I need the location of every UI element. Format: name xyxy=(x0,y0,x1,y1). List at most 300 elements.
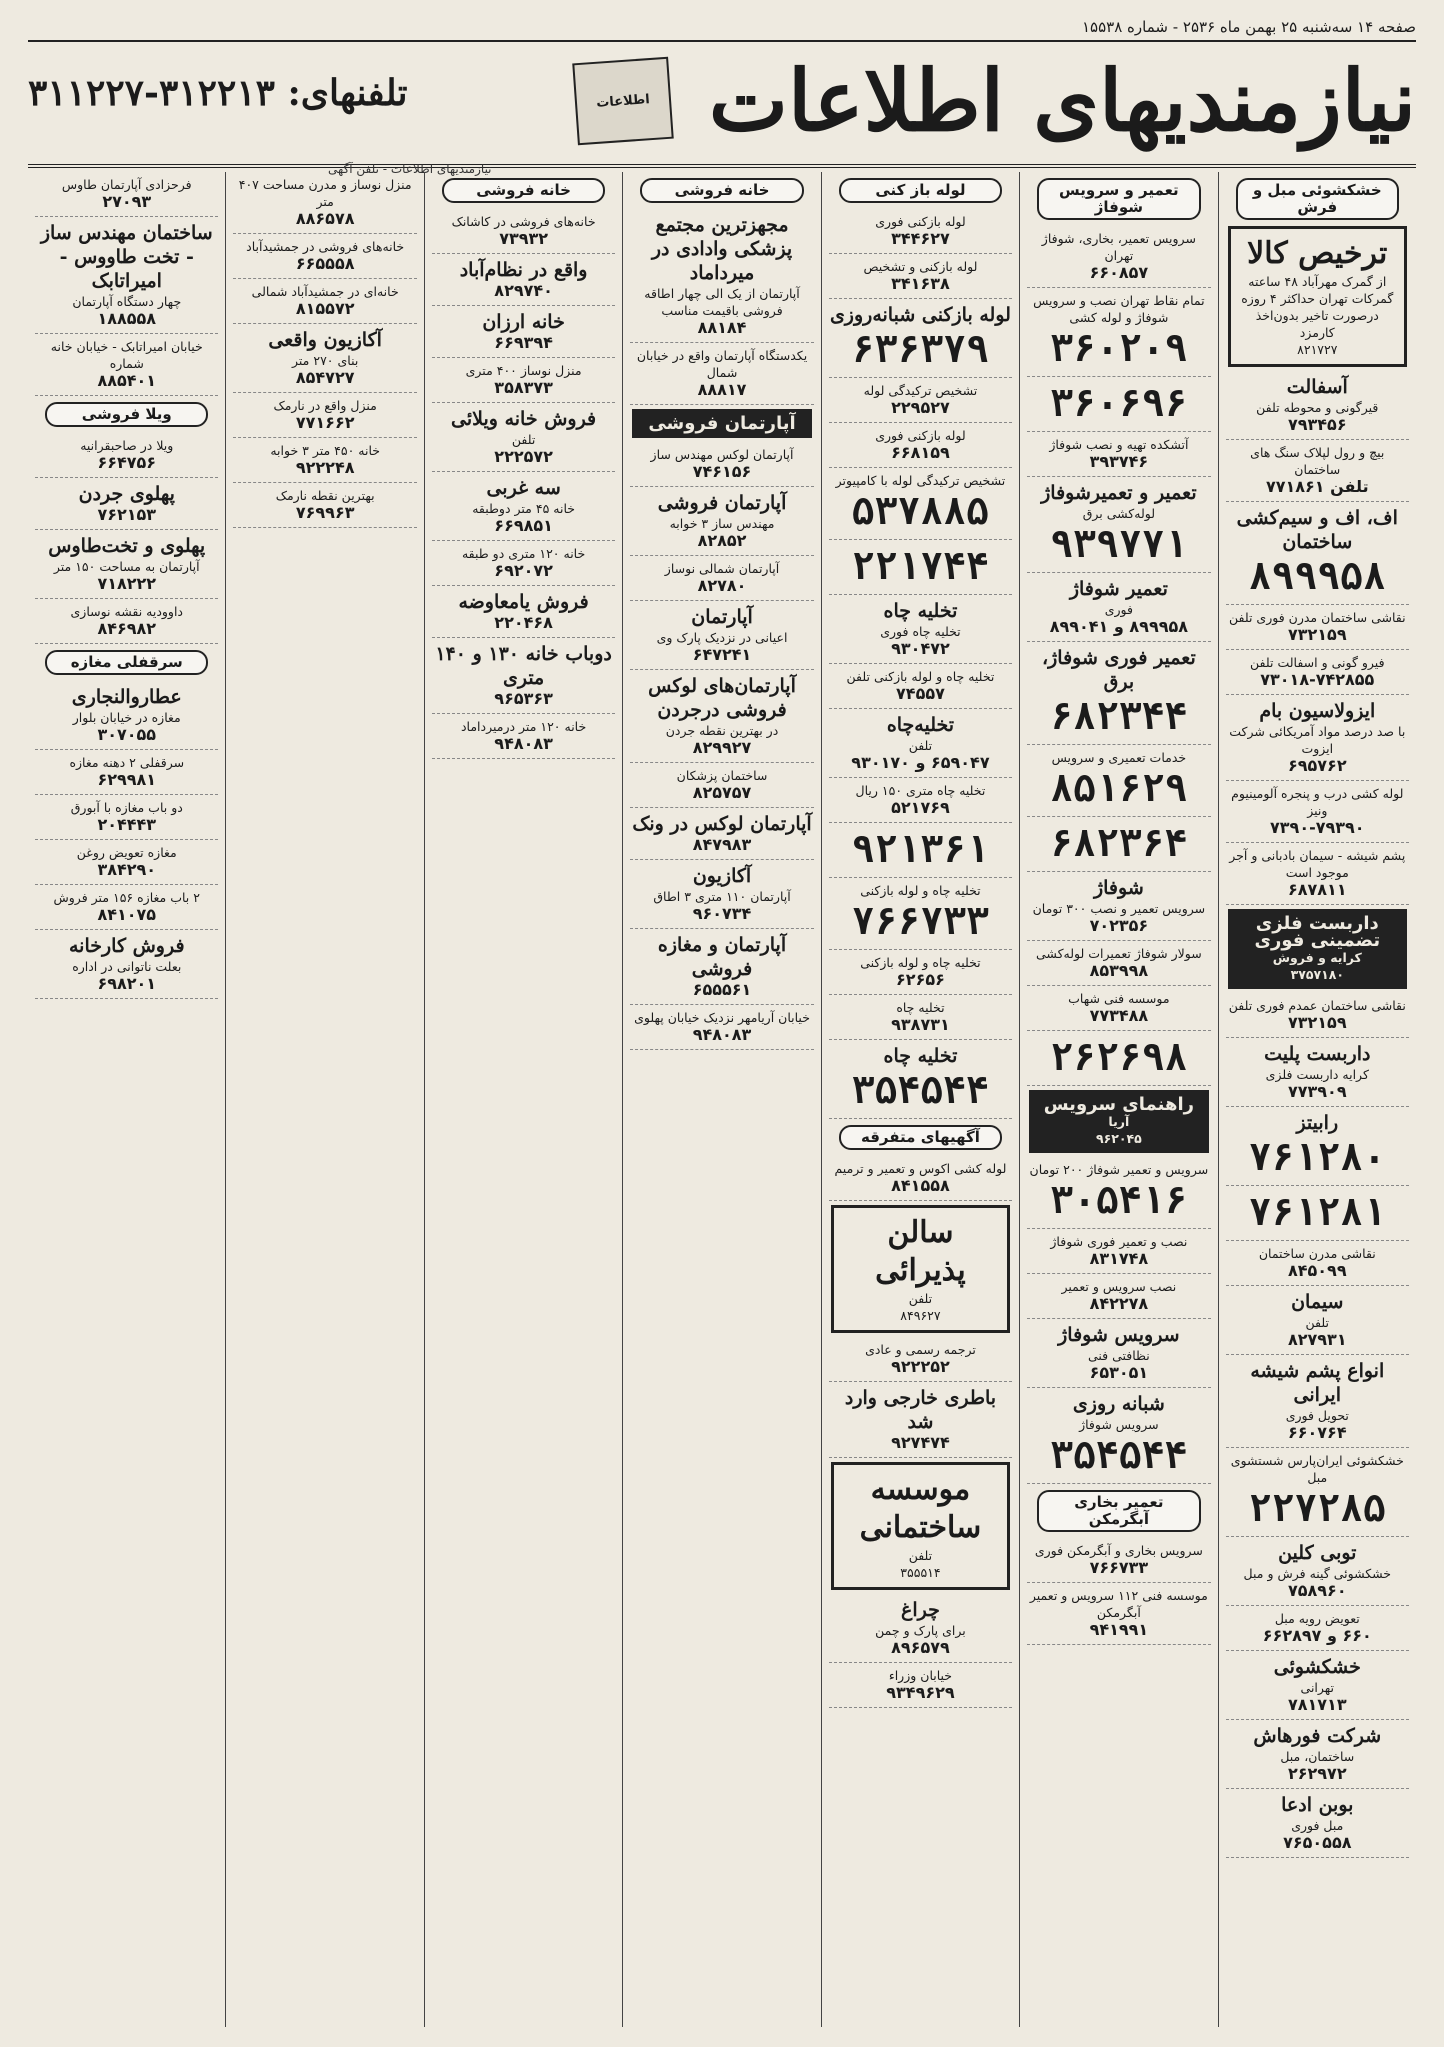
masthead-phones: تلفنهای: ۳۱۲۲۱۳-۳۱۱۲۲۷ xyxy=(28,72,408,114)
ad-phone: ۸۴۱۵۵۸ xyxy=(891,1176,950,1195)
classified-ad xyxy=(630,860,813,929)
ad-phone: ۹۶۵۳۶۳ xyxy=(494,689,553,708)
ad-text: تعویض رویه مبل xyxy=(1274,1611,1360,1626)
ad-text: سرویس تعمیر و نصب ۳۰۰ تومان xyxy=(1032,901,1206,916)
section-header: آگهیهای متفرقه xyxy=(839,1125,1002,1150)
section-header: سرقفلی مغازه xyxy=(45,650,208,675)
ad-text: کرایه و فروش xyxy=(1272,950,1362,965)
ad-text: مغازه تعویض روغن xyxy=(76,845,177,860)
ad-phone: ۶۶۰ و ۶۶۲۸۹۷ xyxy=(1262,1626,1372,1645)
ad-heading: فروش کارخانه xyxy=(68,935,185,957)
ad-phone: ۷۶۶۷۳۳ xyxy=(1089,1558,1149,1577)
classified-ad xyxy=(1027,1031,1210,1086)
ad-text: با صد درصد مواد آمریکائی شرکت ایزوت xyxy=(1229,724,1406,756)
ad-phone: ۳۷۵۷۱۸۰ xyxy=(1290,967,1344,982)
classified-ad xyxy=(829,709,1012,778)
classified-ad xyxy=(1226,1355,1409,1448)
classified-ad xyxy=(1027,432,1210,477)
ad-phone: ۶۶۸۱۵۹ xyxy=(891,443,950,462)
classified-ad xyxy=(1226,781,1409,843)
ad-heading: آکازیون xyxy=(692,865,752,887)
ad-text: دو باب مغازه با آبورق xyxy=(70,800,183,815)
ad-heading: تعمیر و تعمیرشوفاژ xyxy=(1041,482,1197,504)
ad-heading: واقع در نظام‌آباد xyxy=(459,259,588,281)
ad-heading: پهلوی و تخت‌طاوس xyxy=(48,535,206,557)
ad-heading: انواع پشم شیشه ایرانی xyxy=(1250,1360,1385,1406)
classified-ad xyxy=(1226,1448,1409,1537)
ad-phone: ۶۶۵۵۵۸ xyxy=(295,254,355,273)
ad-heading: آپارتمان فروشی xyxy=(648,413,796,434)
ad-phone: ۶۴۷۲۴۱ xyxy=(692,645,752,664)
ad-heading: آکازیون واقعی xyxy=(268,329,382,351)
ad-heading: پهلوی جردن xyxy=(78,483,175,505)
ad-phone-large: ۵۳۷۸۸۵ xyxy=(851,489,990,533)
ad-text: تخلیه چاه و لوله بازکنی xyxy=(860,955,981,970)
ad-heading: تخلیه چاه xyxy=(883,600,958,622)
ad-phone: ۲۰۴۴۴۳ xyxy=(97,815,157,834)
classified-ad xyxy=(829,1337,1012,1382)
ad-text: تخلیه چاه متری ۱۵۰ ریال xyxy=(855,783,986,798)
ad-phone: ۶۶۹۳۹۴ xyxy=(494,333,553,352)
ad-phone: ۷۷۱۶۶۲ xyxy=(295,413,355,432)
ad-phone: ۸۹۶۵۷۹ xyxy=(891,1638,950,1657)
classified-ad xyxy=(1027,941,1210,986)
ad-column xyxy=(1218,172,1416,2027)
page-info: صفحه ۱۴ سه‌شنبه ۲۵ بهمن ماه ۲۵۳۶ - شماره ۱۵۵۳۸ xyxy=(1081,18,1416,36)
masthead-subline: نیازمندیهای اطلاعات - تلفن آگهی xyxy=(328,162,492,176)
classified-ad xyxy=(432,403,615,472)
ad-text: تخلیه چاه و لوله بازکنی تلفن xyxy=(846,669,995,684)
ad-text: ۲ باب مغازه ۱۵۶ متر فروش xyxy=(53,890,200,905)
ad-text: ساختمان پزشکان xyxy=(676,768,768,783)
ad-phone: ۸۱۵۵۷۲ xyxy=(295,299,355,318)
ad-text: سرویس شوفاژ xyxy=(1079,1417,1159,1432)
ad-heading: سه غربی xyxy=(486,477,561,499)
ad-text: منزل نوساز و مدرن مساحت ۴۰۷ متر xyxy=(238,177,412,209)
ad-heading: شرکت فورهاش xyxy=(1253,1725,1382,1747)
ad-text: تلفن xyxy=(908,1291,933,1306)
classified-ad xyxy=(35,840,218,885)
ad-heading: راهنمای سرویس xyxy=(1043,1094,1194,1115)
ad-phone: ۲۲۹۵۲۷ xyxy=(891,398,950,417)
ad-phone: ۹۲۷۴۷۴ xyxy=(891,1433,950,1452)
classified-ad xyxy=(35,478,218,530)
classified-ad xyxy=(432,586,615,638)
classified-ad xyxy=(432,209,615,254)
classified-ad xyxy=(1226,502,1409,605)
ad-phone: ۹۳۰۴۷۲ xyxy=(891,639,950,658)
classified-ad xyxy=(829,878,1012,950)
classified-ad xyxy=(1228,909,1407,989)
ad-phone: ۸۴۱۰۷۵ xyxy=(97,905,157,924)
classified-ad xyxy=(829,778,1012,823)
ad-phone: ۸۹۹۹۵۸ و ۸۹۹۰۴۱ xyxy=(1049,617,1188,636)
ad-phone: ۹۳۴۹۶۲۹ xyxy=(886,1683,955,1702)
classified-ad xyxy=(1027,1388,1210,1484)
ad-text: سولار شوفاژ تعمیرات لوله‌کشی xyxy=(1036,946,1202,961)
ad-text: خیابان امیراتابک - خیابان خانه شماره xyxy=(50,339,203,371)
classified-ad xyxy=(1226,440,1409,502)
classified-ad xyxy=(233,279,416,324)
ad-phone: ۶۵۳۰۵۱ xyxy=(1089,1363,1149,1382)
ad-phone: ۸۴۶۹۸۲ xyxy=(97,619,157,638)
classified-ad xyxy=(829,378,1012,423)
ad-heading: آسفالت xyxy=(1286,376,1348,398)
ad-text: سرویس و تعمیر شوفاژ ۲۰۰ تومان xyxy=(1029,1162,1209,1177)
ad-text: آپارتمان به مساحت ۱۵۰ متر xyxy=(53,559,200,574)
ad-heading: تخلیه‌چاه xyxy=(886,714,955,736)
classified-ad xyxy=(829,1594,1012,1663)
ad-text: نصب و تعمیر فوری شوفاژ xyxy=(1050,1234,1188,1249)
ad-phone: ۹۲۲۲۵۲ xyxy=(891,1357,950,1376)
ad-phone: ۷۹۳۴۵۶ xyxy=(1287,415,1347,434)
ad-phone: ۳۴۱۶۳۸ xyxy=(891,274,950,293)
ad-phone: ۸۵۴۷۲۷ xyxy=(295,368,355,387)
ad-text: لوله بازکنی فوری xyxy=(875,428,966,443)
ad-phone: ۸۸۸۱۷ xyxy=(697,380,747,399)
classified-ad xyxy=(35,334,218,396)
ad-text: آریا xyxy=(1108,1114,1130,1129)
classified-ad xyxy=(1027,573,1210,642)
classified-ad xyxy=(432,714,615,759)
classified-ad xyxy=(630,763,813,808)
classified-ad xyxy=(35,599,218,644)
ad-text: خانه ۴۵۰ متر ۳ خوابه xyxy=(270,443,381,458)
ad-heading: آپارتمان لوکس در ونک xyxy=(632,813,812,835)
ad-phone: ۳۵۸۳۷۳ xyxy=(494,378,553,397)
ad-text: لوله بازکنی فوری xyxy=(875,214,966,229)
ad-heading: چراغ xyxy=(901,1599,940,1621)
ad-heading: تعمیر شوفاژ xyxy=(1069,578,1168,600)
ad-text: قیرگونی و محوطه تلفن xyxy=(1256,400,1379,415)
classified-ad xyxy=(233,483,416,528)
ad-phone: ۶۹۸۲۰۱ xyxy=(97,974,157,993)
ad-phone: ۷۳۲۱۵۹ xyxy=(1287,625,1347,644)
ad-phone: ۸۲۹۷۴۰ xyxy=(494,281,553,300)
classified-ad xyxy=(829,1040,1012,1119)
classified-ad xyxy=(829,209,1012,254)
ad-heading: فروش خانه ویلائی xyxy=(451,408,597,430)
ad-phone: ۷۴۶۱۵۶ xyxy=(692,462,752,481)
classified-ad xyxy=(1226,605,1409,650)
ad-phone-large: ۳۶۰۶۹۶ xyxy=(1050,381,1188,425)
ad-phone: ۷۷۳۴۸۸ xyxy=(1089,1006,1149,1025)
ad-phone: تلفن ۷۷۱۸۶۱ xyxy=(1265,477,1369,496)
ad-column xyxy=(821,172,1019,2027)
ad-phone-large: ۳۵۴۵۴۴ xyxy=(851,1068,990,1112)
classified-ad xyxy=(1228,226,1407,367)
ad-text: خانه‌های فروشی در جمشیدآباد xyxy=(246,239,405,254)
ad-phone: ۷۶۹۹۶۳ xyxy=(295,503,355,522)
ad-heading: ساختمان مهندس ساز - تخت طاووس - امیراتابک xyxy=(40,222,213,292)
ad-phone: ۲۲۰۴۶۸ xyxy=(494,613,553,632)
ad-column xyxy=(622,172,820,2027)
ad-text: لوله کشی درب و پنجره آلومینیوم ونیز xyxy=(1231,786,1404,818)
section-header: خشکشوئی مبل و فرش xyxy=(1236,178,1399,220)
ad-phone: ۷۸۱۷۱۳ xyxy=(1287,1695,1347,1714)
ad-phone-large: ۳۵۴۵۴۴ xyxy=(1050,1433,1188,1477)
ad-text: فرحزادی آپارتمان طاوس xyxy=(61,177,192,192)
ad-text: خیابان وزراء xyxy=(888,1668,953,1683)
ad-phone: ۸۴۲۲۷۸ xyxy=(1089,1294,1149,1313)
classified-ad xyxy=(1027,1319,1210,1388)
ad-heading: موسسه ساختمانی xyxy=(859,1472,982,1545)
ad-heading: سالن پذیرائی xyxy=(875,1215,966,1288)
ad-phone-large: ۳۶۰۲۰۹ xyxy=(1050,326,1188,370)
classified-ad xyxy=(1029,1090,1208,1153)
ad-text: تلفن xyxy=(511,432,536,447)
classified-ad xyxy=(630,929,813,1005)
classified-ad xyxy=(829,540,1012,595)
ad-phone: ۸۲۷۸۰ xyxy=(697,576,747,595)
ad-text: تخلیه چاه و لوله بازکنی xyxy=(860,883,981,898)
classified-ad xyxy=(630,343,813,405)
ad-text: بهترین نقطه نارمک xyxy=(275,488,375,503)
ad-phone: ۹۳۸۷۳۱ xyxy=(891,1015,950,1034)
ad-text: آپارتمان از یک الی چهار اطاقه فروشی باقیمت مناسب xyxy=(644,286,800,318)
ad-text: آپارتمان شمالی نوساز xyxy=(664,561,780,576)
ad-phone: ۹۴۱۹۹۱ xyxy=(1089,1620,1149,1639)
classified-ad xyxy=(831,1462,1010,1590)
classified-ad xyxy=(432,254,615,306)
ad-phone: ۶۵۵۵۶۱ xyxy=(692,980,752,999)
ad-phone: ۸۵۳۹۹۸ xyxy=(1089,961,1149,980)
ad-phone: ۷۶۵۰۵۵۸ xyxy=(1283,1833,1352,1852)
ad-text: منزل نوساز ۴۰۰ متری xyxy=(465,363,582,378)
page-info-bar xyxy=(28,14,1416,42)
ad-text: تلفن xyxy=(1305,1315,1330,1330)
ad-phone: ۸۲۷۹۳۱ xyxy=(1287,1330,1347,1349)
ad-phone-large: ۸۹۹۹۵۸ xyxy=(1248,554,1386,598)
ad-heading: آپارتمان و مغازه فروشی xyxy=(657,934,787,980)
ad-text: آپارتمان ۱۱۰ متری ۳ اطاق xyxy=(653,889,791,904)
ad-text: خشکشوئی گینه فرش و مبل xyxy=(1243,1566,1392,1581)
ad-text: خانه ۱۲۰ متر درمیرداماد xyxy=(460,719,587,734)
classified-ad xyxy=(829,664,1012,709)
ad-heading: عطاروالنجاری xyxy=(71,686,182,708)
ad-phone: ۳۴۴۶۲۷ xyxy=(891,229,950,248)
ad-phone-large: ۷۶۱۲۸۰ xyxy=(1248,1135,1386,1179)
ad-heading: تعمیر فوری شوفاژ، برق xyxy=(1041,647,1196,693)
ad-phone: ۳۸۴۲۹۰ xyxy=(97,860,157,879)
ad-phone: ۸۴۵۰۹۹ xyxy=(1287,1261,1347,1280)
classified-ad xyxy=(1027,477,1210,573)
ad-heading: خانه ارزان xyxy=(482,311,565,333)
ad-phone: ۶۹۲۰۷۲ xyxy=(494,561,553,580)
classified-ad xyxy=(233,393,416,438)
ad-phone: ۷۵۸۹۶۰ xyxy=(1287,1581,1347,1600)
classified-ad xyxy=(35,930,218,999)
ad-text: نظافتی فنی xyxy=(1087,1348,1150,1363)
ad-text: لوله بازکنی و تشخیص xyxy=(863,259,978,274)
classified-ad xyxy=(1226,1038,1409,1107)
classified-ad xyxy=(233,172,416,234)
ad-column xyxy=(424,172,622,2027)
classified-ad xyxy=(630,1005,813,1050)
ad-phone: ۳۹۳۷۴۶ xyxy=(1089,452,1149,471)
classified-ad xyxy=(432,306,615,358)
classified-ad xyxy=(1226,1241,1409,1286)
classified-ad xyxy=(432,472,615,541)
ad-phone: ۳۵۵۵۱۴ xyxy=(900,1565,941,1580)
ad-column xyxy=(225,172,423,2027)
ad-phone: ۶۹۵۷۶۲ xyxy=(1287,756,1347,775)
section-header: ویلا فروشی xyxy=(45,402,208,427)
classified-ad xyxy=(632,409,811,438)
ad-phone: ۸۸۶۵۷۸ xyxy=(295,209,355,228)
classified-ad xyxy=(630,556,813,601)
classified-ad xyxy=(1027,1157,1210,1229)
ad-text: خشکشوئی ایران‌پارس شستشوی مبل xyxy=(1230,1453,1404,1485)
ad-phone: ۹۲۲۲۴۸ xyxy=(295,458,355,477)
classified-ad xyxy=(1027,642,1210,745)
classified-ad xyxy=(1027,377,1210,432)
ad-heading: سیمان xyxy=(1291,1291,1344,1313)
ad-text: آپارتمان لوکس مهندس ساز xyxy=(650,447,794,462)
ad-columns xyxy=(28,172,1416,2027)
ad-text: لوله‌کشی برق xyxy=(1082,506,1156,521)
classified-ad xyxy=(831,1205,1010,1333)
masthead xyxy=(28,46,1416,176)
ad-text: لوله کشی اکوس و تعمیر و ترمیم xyxy=(834,1161,1007,1176)
ad-phone-large: ۹۲۱۳۶۱ xyxy=(851,827,990,871)
ad-phone: ۷۳۰۱۸-۷۴۲۸۵۵ xyxy=(1260,670,1375,689)
classified-ad xyxy=(1027,1538,1210,1583)
section-header: تعمیر بخاری آبگرمکن xyxy=(1037,1490,1200,1532)
ad-phone: ۸۲۸۵۲ xyxy=(697,531,747,550)
ad-text: بیچ و رول لپلاک سنگ های ساختمان xyxy=(1250,445,1385,477)
ad-heading: لوله بازکنی شبانه‌روزی xyxy=(829,304,1011,326)
ad-heading: ترخیص کالا xyxy=(1247,236,1388,271)
classified-ad xyxy=(630,209,813,343)
ad-phone-large: ۹۳۹۷۷۱ xyxy=(1050,522,1188,566)
ad-heading: توبی کلین xyxy=(1278,1542,1357,1564)
classified-ad xyxy=(1027,1583,1210,1645)
classified-ad xyxy=(829,1663,1012,1708)
section-header: تعمیر و سرویس شوفاژ xyxy=(1037,178,1200,220)
ad-text: مبل فوری xyxy=(1291,1818,1344,1833)
ad-text: بعلت ناتوانی در اداره xyxy=(72,959,182,974)
ad-phone: ۷۷۳۹۰۹ xyxy=(1287,1082,1347,1101)
ad-phone: ۸۴۷۹۸۳ xyxy=(692,835,752,854)
ad-text: تخلیه چاه xyxy=(896,1000,945,1015)
ad-phone-large: ۸۵۱۶۲۹ xyxy=(1050,766,1188,810)
ad-heading: فروش یامعاوضه xyxy=(458,591,589,613)
ad-text: تحویل فوری xyxy=(1285,1408,1349,1423)
ad-phone: ۷۳۹۳۲ xyxy=(499,229,549,248)
ad-phone-large: ۲۲۷۲۸۵ xyxy=(1248,1486,1386,1530)
classified-ad xyxy=(829,423,1012,468)
ad-text: آتشکده تهیه و نصب شوفاژ xyxy=(1049,437,1189,452)
ad-phone: ۸۸۵۴۰۱ xyxy=(97,371,157,390)
classified-ad xyxy=(1226,1789,1409,1858)
ad-phone: ۲۶۲۹۷۲ xyxy=(1287,1764,1347,1783)
classified-ad xyxy=(35,750,218,795)
ad-phone-large: ۶۳۶۳۷۹ xyxy=(851,327,990,371)
classified-ad xyxy=(630,670,813,763)
ad-text: یکدستگاه آپارتمان واقع در خیابان شمال xyxy=(636,348,808,380)
ad-text: کرایه داربست فلزی xyxy=(1265,1067,1369,1082)
ad-heading: بوبن ادعا xyxy=(1281,1794,1354,1816)
ad-phone: ۲۷۰۹۳ xyxy=(102,192,152,211)
ad-text: تشخیص ترکیدگی لوله xyxy=(863,383,978,398)
masthead-title: نیازمندیهای اطلاعات xyxy=(708,51,1416,150)
ad-text: اعیانی در نزدیک پارک وی xyxy=(656,630,788,645)
ad-phone: ۸۲۵۷۵۷ xyxy=(692,783,752,802)
ad-text: نقاشی مدرن ساختمان xyxy=(1258,1246,1376,1261)
ad-phone: ۸۲۱۷۲۷ xyxy=(1297,342,1338,357)
ad-phone: ۹۴۸۰۸۳ xyxy=(692,1025,752,1044)
classified-ad xyxy=(35,885,218,930)
ad-text: فوری xyxy=(1104,602,1133,617)
ad-phone-large: ۷۶۶۷۳۳ xyxy=(851,899,990,943)
ad-phone: ۸۸۱۸۴ xyxy=(697,318,747,337)
ad-phone: ۸۴۹۶۲۷ xyxy=(900,1308,941,1323)
classified-ad xyxy=(35,681,218,750)
classified-ad xyxy=(630,601,813,670)
ad-phone-large: ۷۶۱۲۸۱ xyxy=(1248,1190,1386,1234)
classified-ad xyxy=(35,530,218,599)
classified-ad xyxy=(432,541,615,586)
ad-heading: دوباب خانه ۱۳۰ و ۱۴۰ متری xyxy=(435,643,612,689)
ad-heading: آپارتمان‌های لوکس فروشی درجردن xyxy=(648,675,796,721)
classified-ad xyxy=(1226,843,1409,905)
ad-phone: ۱۸۸۵۵۸ xyxy=(97,309,157,328)
ad-phone: ۷۶۲۱۵۳ xyxy=(97,505,157,524)
classified-ad xyxy=(1027,1274,1210,1319)
classified-ad xyxy=(1027,1229,1210,1274)
ad-phone: ۶۶۰۷۶۴ xyxy=(1287,1423,1347,1442)
ad-text: در بهترین نقطه جردن xyxy=(665,723,779,738)
ad-text: نقاشی ساختمان عمدم فوری تلفن xyxy=(1228,998,1406,1013)
ad-phone: ۶۶۰۸۵۷ xyxy=(1089,263,1149,282)
ad-phone: ۷۳۹۰-۷۹۳۹۰ xyxy=(1270,818,1365,837)
ad-heading: مجهزترین مجتمع پزشکی وادادی در میرداماد xyxy=(651,214,793,284)
ad-phone: ۶۲۹۹۸۱ xyxy=(97,770,157,789)
ad-phone: ۶۶۹۸۵۱ xyxy=(494,516,553,535)
ad-text: سرویس تعمیر، بخاری، شوفاژ تهران xyxy=(1041,231,1196,263)
ad-text: نقاشی ساختمان مدرن فوری تلفن xyxy=(1229,610,1406,625)
ad-phone: ۶۵۹۰۴۷ و ۹۳۰۱۷۰ xyxy=(851,753,990,772)
ad-heading: آپارتمان xyxy=(691,606,753,628)
classified-ad xyxy=(35,433,218,478)
newspaper-logo-icon: اطلاعات xyxy=(572,57,673,145)
ad-text: از گمرک مهرآباد ۴۸ ساعته گمرکات تهران حداکثر ۴ روزه درصورت تاخیر بدون‌اخذ کارمزد xyxy=(1241,274,1394,340)
classified-ad xyxy=(1226,1107,1409,1186)
ad-heading: باطری خارجی وارد شد xyxy=(844,1387,997,1433)
ad-heading: خشکشوئی xyxy=(1273,1656,1361,1678)
classified-ad xyxy=(829,1382,1012,1458)
ad-text: برای پارک و چمن xyxy=(875,1623,966,1638)
classified-ad xyxy=(35,795,218,840)
classified-ad xyxy=(1226,371,1409,440)
classified-ad xyxy=(233,438,416,483)
classified-ad xyxy=(432,358,615,403)
ad-text: خانه ۴۵ متر دوطبقه xyxy=(472,501,575,516)
ad-text: منزل واقع در نارمک xyxy=(273,398,377,413)
classified-ad xyxy=(829,254,1012,299)
ad-phone: ۲۲۲۵۷۲ xyxy=(494,447,553,466)
ad-text: تهرانی xyxy=(1300,1680,1335,1695)
classified-ad xyxy=(1027,817,1210,872)
classified-ad xyxy=(829,468,1012,540)
ad-phone: ۸۳۱۷۴۸ xyxy=(1089,1249,1149,1268)
ad-text: فیرو گونی و اسفالت تلفن xyxy=(1250,655,1385,670)
classified-ad xyxy=(630,442,813,487)
ad-heading: اف، اف و سیم‌کشی ساختمان xyxy=(1236,507,1398,553)
ad-text: خیابان آریامهر نزدیک خیابان پهلوی xyxy=(634,1010,810,1025)
classified-ad xyxy=(432,638,615,714)
